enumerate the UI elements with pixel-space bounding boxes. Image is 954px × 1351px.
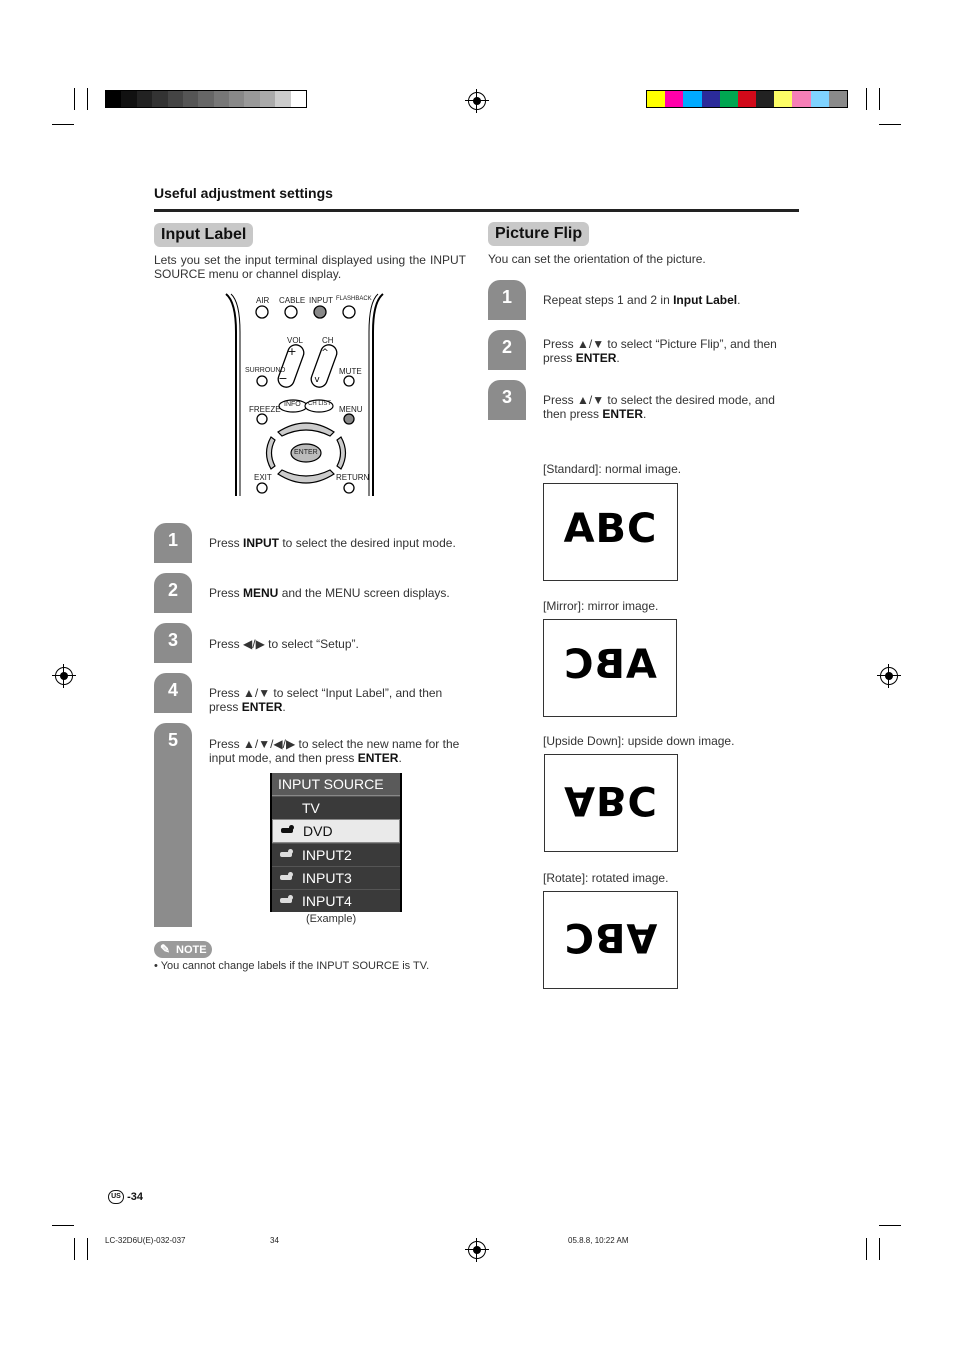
header-rule [154,209,799,212]
color-swatch [152,91,167,107]
color-swatch [275,91,290,107]
color-swatch [774,91,792,107]
registration-mark-right [880,667,898,685]
color-swatch [244,91,259,107]
remote-label-flashback: FLASHBACK [336,296,372,302]
registration-mark-bottom [468,1241,486,1259]
color-calibration-bar [646,90,848,108]
note-text: • You cannot change labels if the INPUT SOURCE is TV. [154,960,430,972]
picture-flip-intro: You can set the orientation of the picture. [488,252,706,266]
footer-file: LC-32D6U(E)-032-037 [105,1236,186,1245]
svg-text:v: v [314,375,320,385]
color-swatch [756,91,774,107]
input-label-step-5: Press ▲/▼/◀/▶ to select the new name for the input mode, and then press ENTER. [209,737,460,765]
menu-example-caption: (Example) [306,913,357,925]
menu-item-input3[interactable]: INPUT3 [272,866,400,889]
input-label-step-2: Press MENU and the MENU screen displays. [209,586,450,600]
step-number-3: 3 [488,380,526,420]
input-plug-icon [280,852,292,857]
input-label-step-3: Press ◀/▶ to select “Setup”. [209,637,359,651]
color-swatch [137,91,152,107]
mode-caption-mirror: [Mirror]: mirror image. [543,599,659,613]
mode-caption-upside-down: [Upside Down]: upside down image. [543,734,735,748]
remote-label-exit: EXIT [254,473,272,482]
rotate-image-frame [543,891,678,989]
section-header: Useful adjustment settings [154,185,333,201]
remote-label-chlist: CH LIST [308,401,332,407]
footer-sheet: 34 [270,1236,279,1245]
remote-label-surround: SURROUND [245,367,286,374]
color-swatch [683,91,701,107]
pencil-icon: ✎ [160,942,171,956]
color-swatch [214,91,229,107]
color-swatch [183,91,198,107]
step-number-2: 2 [154,573,192,613]
color-swatch [260,91,275,107]
color-swatch [106,91,121,107]
input-label-intro: Lets you set the input terminal displayed using the INPUT SOURCE menu or channel display. [154,253,466,281]
step-number-5: 5 [154,723,192,927]
grayscale-calibration-bar [105,90,307,108]
svg-text:+: + [287,345,297,358]
note-badge: ✎ NOTE [154,941,212,958]
upside-down-image-frame [544,754,678,852]
input-source-menu [270,773,402,912]
color-swatch [738,91,756,107]
color-swatch [720,91,738,107]
abc-standard: ABC [563,506,658,552]
color-swatch [811,91,829,107]
remote-control-drawing [222,292,387,498]
mode-caption-standard: [Standard]: normal image. [543,462,682,476]
input-label-title: Input Label [154,223,253,247]
remote-label-enter: ENTER [294,449,318,456]
remote-control-illustration [222,292,387,498]
abc-mirror: ABC [563,642,657,688]
color-swatch [665,91,683,107]
remote-label-mute: MUTE [339,367,362,376]
color-swatch [121,91,136,107]
abc-upside-down: ABC [564,777,658,823]
footer-date: 05.8.8, 10:22 AM [568,1236,629,1245]
remote-label-ch: CH [322,336,334,345]
svg-text:^: ^ [321,348,329,358]
picture-flip-step-3: Press ▲/▼ to select the desired mode, and then press ENTER. [543,393,775,421]
color-swatch [168,91,183,107]
menu-item-dvd[interactable]: DVD [272,819,400,843]
input-plug-icon [281,828,293,833]
remote-label-info: INFO [284,401,301,408]
remote-label-return: RETURN [336,473,370,482]
page-number: US -34 [108,1190,143,1204]
input-label-step-4: Press ▲/▼ to select “Input Label”, and then press ENTER. [209,686,443,714]
color-swatch [291,91,306,107]
remote-label-freeze: FREEZE [249,405,281,414]
input-plug-icon [280,875,292,880]
abc-rotate: ABC [563,914,658,960]
menu-item-input4[interactable]: INPUT4 [272,889,400,912]
menu-item-tv[interactable]: TV [272,796,400,819]
color-swatch [829,91,847,107]
region-badge: US [108,1190,124,1204]
registration-mark-left [55,667,73,685]
step-number-2: 2 [488,330,526,370]
remote-label-cable: CABLE [279,296,306,305]
color-swatch [792,91,810,107]
remote-label-air: AIR [256,296,270,305]
menu-header: INPUT SOURCE [272,773,400,796]
mirror-image-frame [543,619,677,717]
step-number-4: 4 [154,673,192,713]
picture-flip-title: Picture Flip [488,222,589,246]
remote-label-vol: VOL [287,336,304,345]
menu-item-input2[interactable]: INPUT2 [272,843,400,866]
svg-text:−: − [278,372,288,385]
picture-flip-step-1: Repeat steps 1 and 2 in Input Label. [543,293,741,307]
remote-label-input: INPUT [309,296,333,305]
remote-label-menu: MENU [339,405,363,414]
color-swatch [198,91,213,107]
color-swatch [647,91,665,107]
color-swatch [702,91,720,107]
step-number-1: 1 [154,523,192,563]
step-number-3: 3 [154,623,192,663]
input-label-step-1: Press INPUT to select the desired input mode. [209,536,456,550]
registration-mark-top [468,92,486,110]
mode-caption-rotate: [Rotate]: rotated image. [543,871,669,885]
standard-image-frame [543,483,678,581]
picture-flip-step-2: Press ▲/▼ to select “Picture Flip”, and then press ENTER. [543,337,777,365]
input-plug-icon [280,898,292,903]
color-swatch [229,91,244,107]
step-number-1: 1 [488,280,526,320]
